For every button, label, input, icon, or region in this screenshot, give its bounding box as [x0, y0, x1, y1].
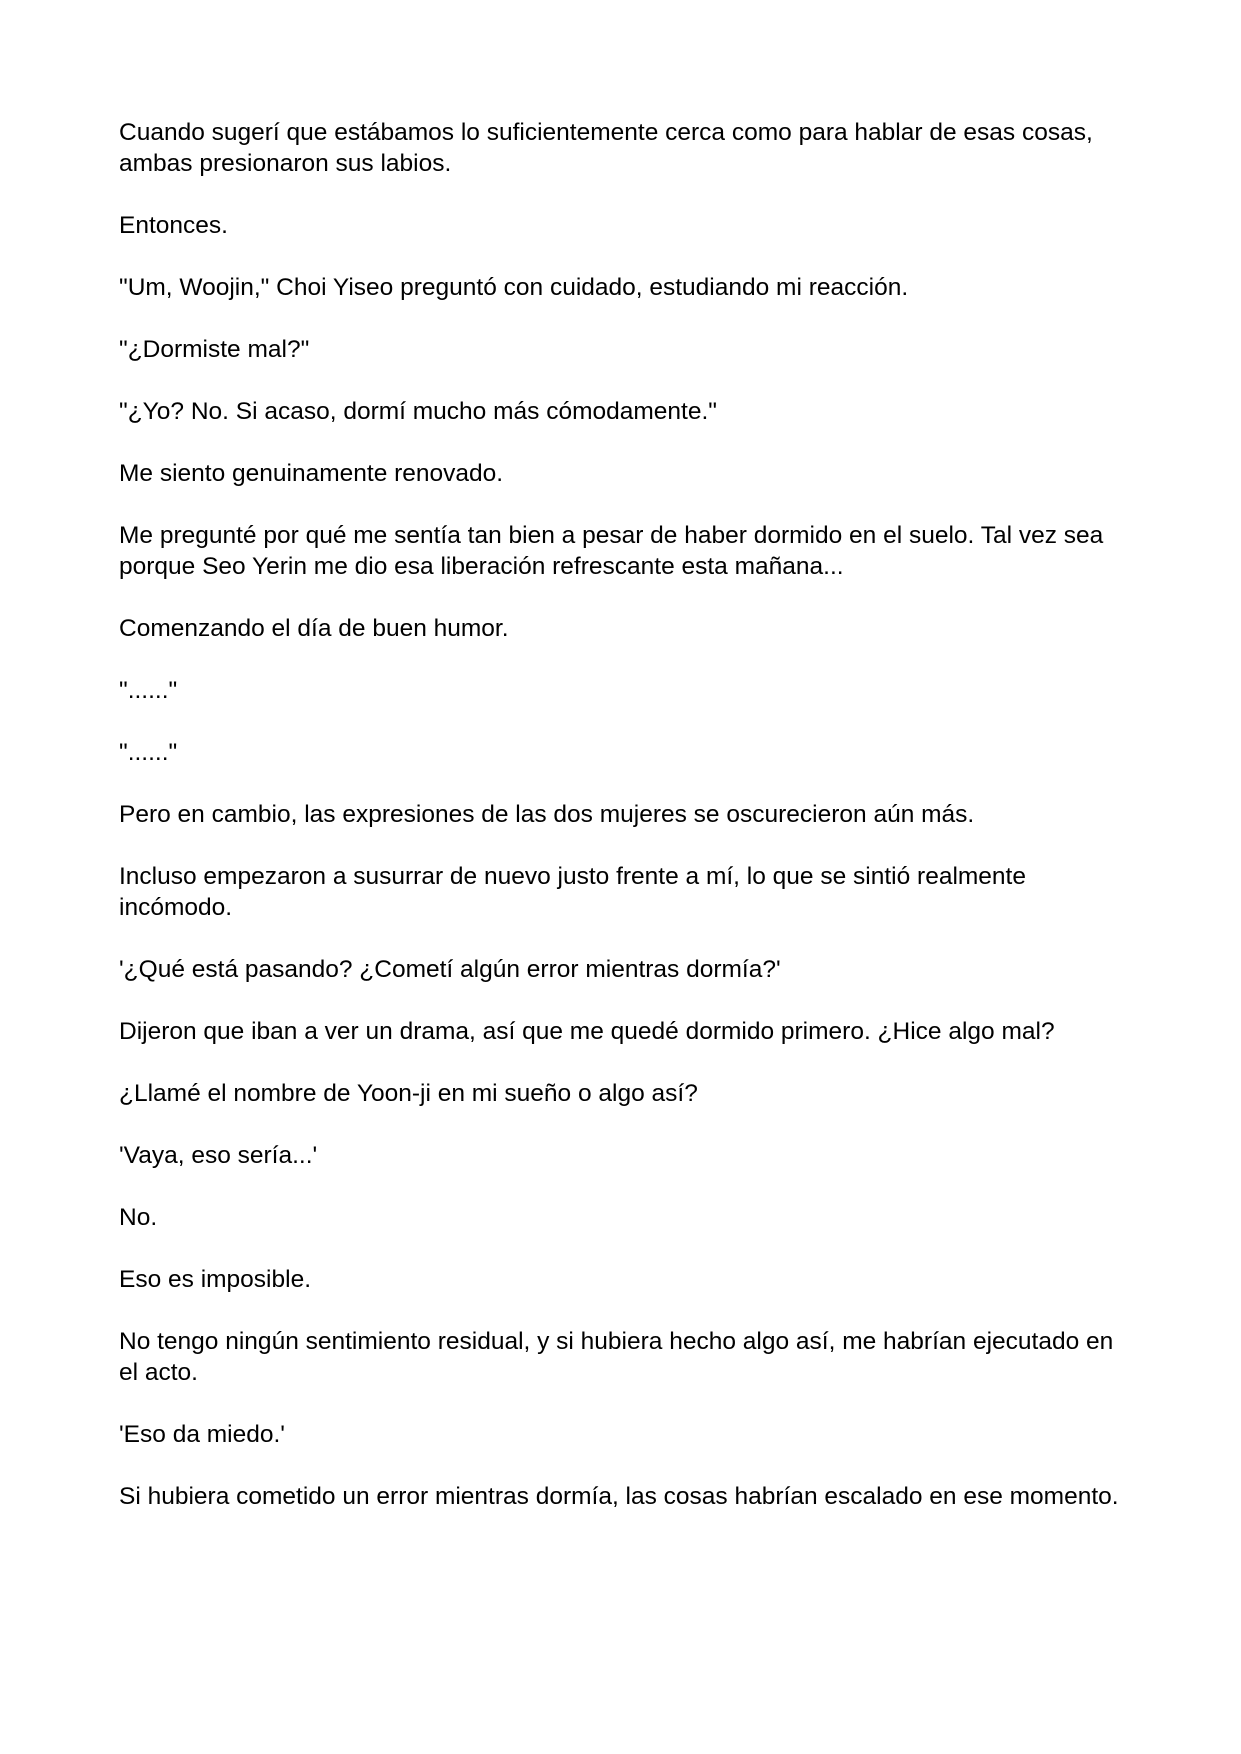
- paragraph: '¿Qué está pasando? ¿Cometí algún error mientras dormía?': [119, 956, 781, 983]
- paragraph: 'Eso da miedo.': [119, 1421, 285, 1448]
- paragraph: Dijeron que iban a ver un drama, así que me quedé dormido primero. ¿Hice algo mal?: [119, 1018, 1055, 1045]
- paragraph: ¿Llamé el nombre de Yoon-ji en mi sueño o algo así?: [119, 1080, 698, 1107]
- paragraph: Comenzando el día de buen humor.: [119, 615, 509, 642]
- paragraph: No tengo ningún sentimiento residual, y si hubiera hecho algo así, me habrían ejecutado en el acto.: [119, 1328, 1114, 1386]
- document-body: [119, 117, 1129, 1543]
- paragraph: Si hubiera cometido un error mientras dormía, las cosas habrían escalado en ese momento.: [119, 1483, 1119, 1510]
- paragraph: Me siento genuinamente renovado.: [119, 460, 504, 487]
- paragraph: Entonces.: [119, 212, 228, 239]
- paragraph: 'Vaya, eso sería...': [119, 1142, 318, 1169]
- paragraph: "¿Yo? No. Si acaso, dormí mucho más cómodamente.": [119, 398, 717, 425]
- paragraph: "¿Dormiste mal?": [119, 336, 310, 363]
- paragraph: Pero en cambio, las expresiones de las dos mujeres se oscurecieron aún más.: [119, 801, 975, 828]
- paragraph: "......": [119, 677, 178, 704]
- paragraph: No.: [119, 1204, 158, 1231]
- paragraph: Me pregunté por qué me sentía tan bien a pesar de haber dormido en el suelo. Tal vez sea porque Seo Yerin me dio esa liberación refrescante esta mañana...: [119, 522, 1104, 580]
- paragraph: "Um, Woojin," Choi Yiseo preguntó con cuidado, estudiando mi reacción.: [119, 274, 909, 301]
- paragraph: Incluso empezaron a susurrar de nuevo justo frente a mí, lo que se sintió realmente incómodo.: [119, 863, 1026, 921]
- paragraph: "......": [119, 739, 178, 766]
- paragraph: Cuando sugerí que estábamos lo suficientemente cerca como para hablar de esas cosas, ambas presionaron sus labios.: [119, 119, 1093, 177]
- paragraph: Eso es imposible.: [119, 1266, 312, 1293]
